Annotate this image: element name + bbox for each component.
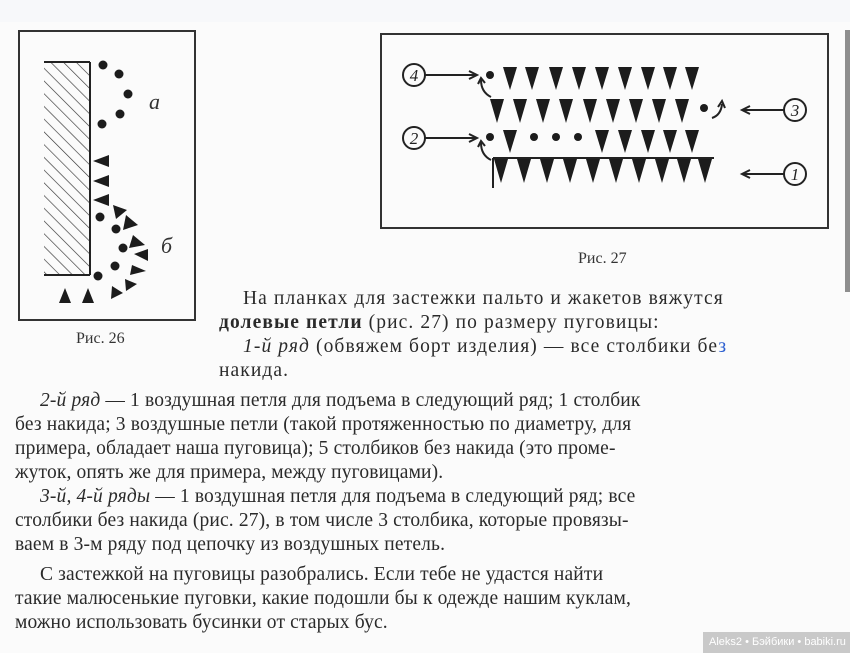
row1-blue-letter: з xyxy=(718,336,728,357)
row34-text-1: — 1 воздушная петля для подъема в следующий ряд; все xyxy=(150,486,636,507)
row1-text: (обвяжем борт изделия) — все столбики бе xyxy=(310,336,719,357)
fig26-label-b: б xyxy=(161,233,173,258)
fig26-caption: Рис. 26 xyxy=(76,330,125,347)
fig27-caption: Рис. 27 xyxy=(578,250,627,267)
row1-line-2: накида. xyxy=(219,360,290,381)
row34-line-3: ваем в 3-м ряду под цепочку из воздушных петель. xyxy=(15,534,446,555)
marker-1: 1 xyxy=(790,165,800,184)
closing-line-2: такие малюсенькие пуговки, какие подошли бы к одежде нашим куклам, xyxy=(15,588,632,609)
marker-2: 2 xyxy=(409,129,419,148)
figure-26-diagram xyxy=(17,29,199,325)
figure-27 xyxy=(379,32,831,232)
intro-line-1: На планках для застежки пальто и жакетов вяжутся xyxy=(243,288,724,309)
row1-line xyxy=(243,335,727,359)
row2-line-4: жуток, опять же для примера, между пуговицами). xyxy=(15,462,444,483)
row2-line-3: примера, обладает наша пуговица); 5 столбиков без накида (это проме- xyxy=(15,438,616,459)
intro-line-2-rest: (рис. 27) по размеру пуговицы: xyxy=(362,312,660,333)
row2-label: 2-й ряд xyxy=(40,390,101,411)
term-bold: долевые петли xyxy=(219,312,363,333)
row2-line-1 xyxy=(40,389,640,413)
closing-line-3: можно использовать бусинки от старых бус. xyxy=(15,612,388,633)
row1-label: 1-й ряд xyxy=(243,336,310,357)
watermark: Aleks2 • Бэйбики • babiki.ru xyxy=(703,632,850,653)
closing-line-1: С застежкой на пуговицы разобрались. Если тебе не удастся найти xyxy=(40,564,604,585)
intro-line-2 xyxy=(219,311,660,335)
row34-line-1 xyxy=(40,485,635,509)
fig26-label-a: а xyxy=(149,89,160,114)
page-edge-strip xyxy=(845,30,850,292)
row2-line-2: без накида; 3 воздушные петли (такой протяженностью по диаметру, для xyxy=(15,414,632,435)
row34-label: 3-й, 4-й ряды xyxy=(40,486,151,507)
marker-4: 4 xyxy=(409,66,419,85)
figure-26 xyxy=(17,29,199,325)
figure-27-diagram xyxy=(379,32,831,232)
row2-text-1: — 1 воздушная петля для подъема в следующий ряд; 1 столбик xyxy=(100,390,641,411)
marker-3: 3 xyxy=(790,101,800,120)
row34-line-2: столбики без накида (рис. 27), в том числе 3 столбика, которые провязы- xyxy=(15,510,629,531)
